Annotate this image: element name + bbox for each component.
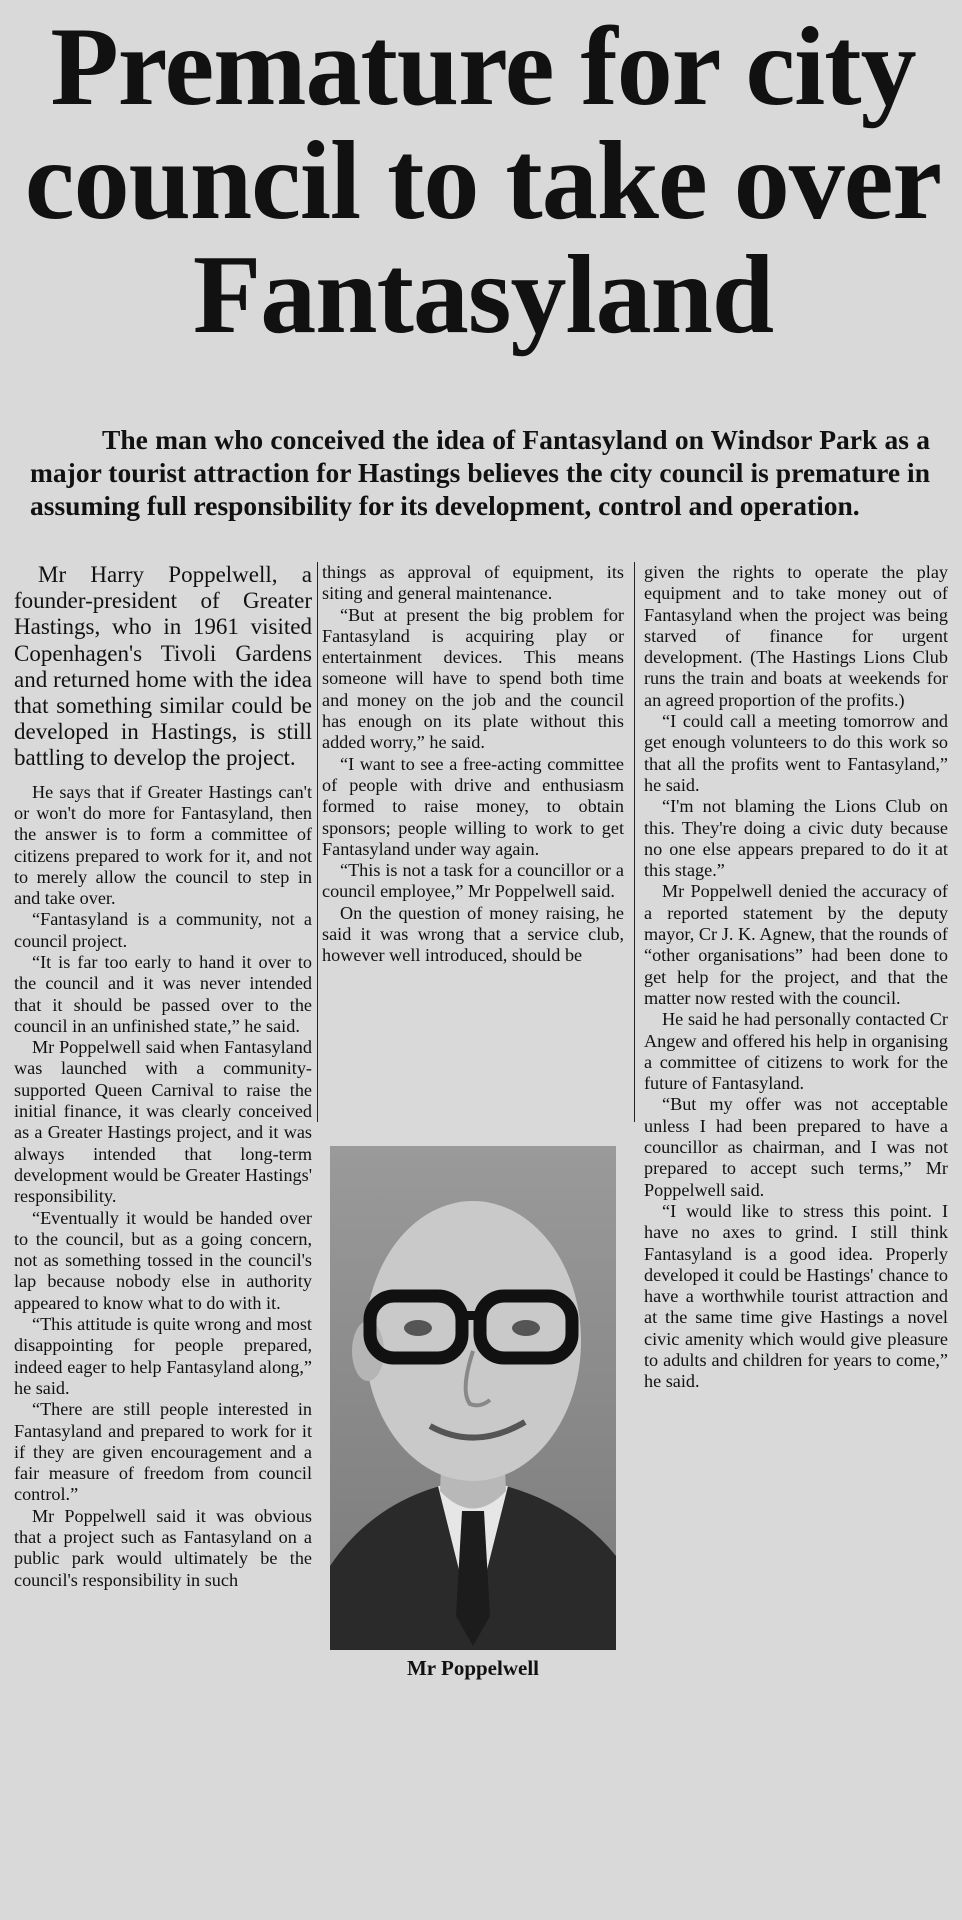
column-2 [322,562,624,967]
paragraph: “This attitude is quite wrong and most disappointing for people prepared, indeed eager to help Fantasyland along,” he said. [14,1314,312,1398]
paragraph: “Fantasyland is a community, not a council project. [14,909,312,951]
paragraph: Mr Poppelwell said when Fantasyland was launched with a community-supported Queen Carnival to raise the initial finance, it was clearly conceived as a Greater Hastings project, and it was always intended that long-term development would be Greater Hastings' responsibility. [14,1037,312,1207]
portrait-icon [330,1146,616,1650]
paragraph: Mr Poppelwell denied the accuracy of a reported statement by the deputy mayor, Cr J. K. Agnew, that the rounds of “other organisations” had been done to get help for the project, and that the matter now rested with the council. [644,881,948,1008]
paragraph: Mr Poppelwell said it was obvious that a project such as Fantasyland on a public park would ultimately be the council's responsibility in such [14,1505,312,1590]
headline: Premature for city council to take over Fantasyland [24,5,942,357]
column-1 [14,562,312,1591]
paragraph: “I want to see a free-acting committee of people with drive and enthusiasm formed to raise money, to obtain sponsors; people willing to work to get Fantasyland under way again. [322,753,624,859]
paragraph: “I'm not blaming the Lions Club on this. They're doing a civic duty because no one else appears prepared to do it at this stage.” [644,796,948,881]
paragraph: given the rights to operate the play equipment and to take money out of Fantasyland when the project was being starved of finance for urgent development. (The Hastings Lions Club runs the train and boats at weekends for an agreed proportion of the profits.) [644,562,948,710]
paragraph: “I would like to stress this point. I have no axes to grind. I still think Fantasyland is a good idea. Properly developed it could be Hastings' chance to have a worthwhile tourist attraction and at the same time give Hastings a novel civic amenity which would give pleasure to adults and children for years to come,” he said. [644,1200,948,1392]
paragraph: “I could call a meeting tomorrow and get enough volunteers to do this work so that all the profits went to Fantasyland,” he said. [644,711,948,795]
paragraph: “But my offer was not acceptable unless I had been prepared to have a councillor as chairman, and I was not prepared to accept such terms,” Mr Poppelwell said. [644,1094,948,1200]
column-rule [317,562,318,1122]
paragraph: On the question of money raising, he said it was wrong that a service club, however well introduced, should be [322,902,624,966]
paragraph: “There are still people interested in Fantasyland and prepared to work for it if they are given encouragement and a fair measure of freedom from council control.” [14,1399,312,1505]
lead-paragraph: Mr Harry Poppelwell, a founder-president of Greater Hastings, who in 1961 visited Copenhagen's Tivoli Gardens and returned home with the idea that something similar could be developed in Hastings, is still battling to develop the project. [14,562,312,771]
paragraph: “It is far too early to hand it over to the council and it was never intended that it should be passed over to the council in an unfinished state,” he said. [14,952,312,1036]
paragraph: “But at present the big problem for Fantasyland is acquiring play or entertainment devices. This means someone will have to spend both time and money on the job and the council has enough on its plate without this added worry,” he said. [322,604,624,753]
column-3 [644,562,948,1393]
portrait-photo [330,1146,616,1650]
column-rule [634,562,635,1122]
photo-caption: Mr Poppelwell [406,1656,539,1680]
paragraph: “Eventually it would be handed over to the council, but as a going concern, not as something tossed in the council's lap because nobody else in authority appeared to know what to do with it. [14,1207,312,1313]
intro-standfirst: The man who conceived the idea of Fantasyland on Windsor Park as a major tourist attraction for Hastings believes the city council is premature in assuming full responsibility for its development, control and operation. [30,424,930,521]
paragraph: “This is not a task for a councillor or a council employee,” Mr Poppelwell said. [322,860,624,902]
paragraph: He says that if Greater Hastings can't or won't do more for Fantasyland, then the answer is to form a committee of citizens prepared to work for it, and not to merely allow the council to step in and take over. [14,781,312,909]
paragraph: He said he had personally contacted Cr Angew and offered his help in organising a committee of citizens to work for the future of Fantasyland. [644,1009,948,1094]
paragraph: things as approval of equipment, its siting and general maintenance. [322,562,624,604]
